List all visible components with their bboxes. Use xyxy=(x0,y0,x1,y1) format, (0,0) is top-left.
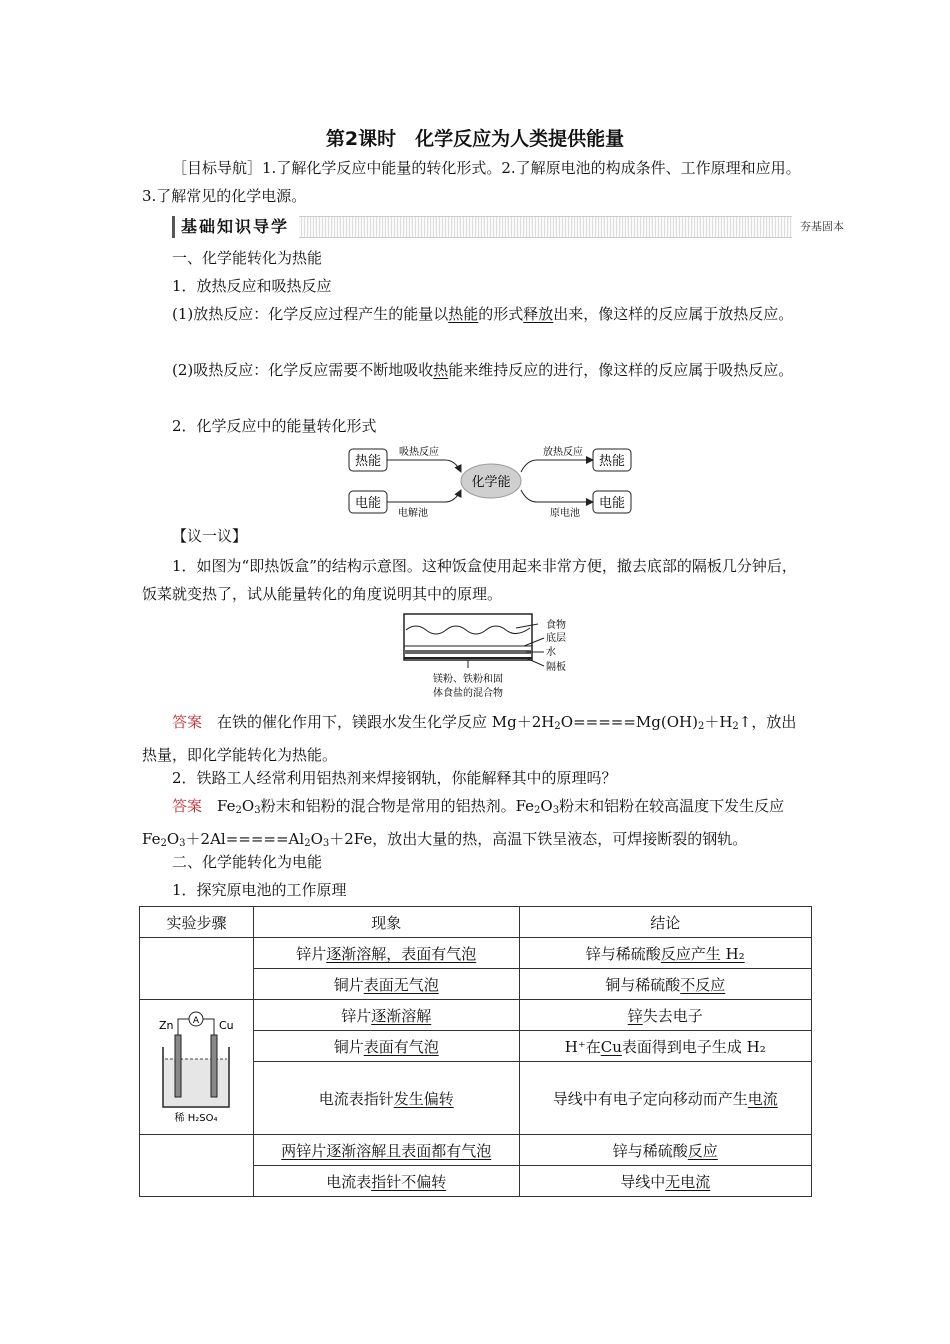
text-run: 电流表指针 xyxy=(318,1089,394,1108)
conclusion-cell xyxy=(519,969,812,1000)
blank-answer: Cu xyxy=(600,1037,622,1056)
label-endothermic: 吸热反应 xyxy=(399,447,439,458)
phenomenon-cell xyxy=(253,1062,519,1135)
conclusion-cell xyxy=(519,1000,812,1031)
page-title: 第2课时 化学反应为人类提供能量 xyxy=(325,128,625,150)
blank-answer: 逐渐溶解，表面有气泡 xyxy=(326,944,477,963)
lunchbox-diagram xyxy=(396,608,576,704)
table-row xyxy=(140,1000,812,1031)
text-run: 能来维持反应的进行，像这样的反应属于吸热反应。 xyxy=(448,361,794,379)
galvanic-cell-diagram xyxy=(151,1007,241,1127)
discuss-heading: 【议一议】 xyxy=(172,527,248,545)
answer-label: 答案 xyxy=(172,713,203,731)
arrow-rb xyxy=(521,490,593,502)
conclusion-cell xyxy=(519,938,812,969)
water-layer xyxy=(404,650,532,654)
answer-1 xyxy=(142,708,806,769)
text-run: 出来，像这样的反应属于放热反应。 xyxy=(553,305,794,323)
text-run: 导线中 xyxy=(620,1172,666,1191)
goals-text: 1.了解化学反应中能量的转化形式。2.了解原电池的构成条件、工作原理和应用。3.了解常见的化学电源。 xyxy=(142,159,801,205)
blank-answer: 释放 xyxy=(523,305,554,323)
table-header-row xyxy=(140,907,812,938)
step-cell-1 xyxy=(140,938,254,1000)
subscript: 2 xyxy=(554,721,561,732)
text-run: 的形式 xyxy=(478,305,524,323)
phenomenon-cell xyxy=(253,1000,519,1031)
label-mix-1: 镁粉、铁粉和固 xyxy=(433,674,503,685)
label-exothermic: 放热反应 xyxy=(543,447,583,458)
phenomenon-cell xyxy=(253,969,519,1000)
arrow-rt xyxy=(521,460,593,472)
text-run: 锌与稀硫酸 xyxy=(612,1141,688,1160)
label-electrolysis: 电解池 xyxy=(398,508,428,519)
text-run: 锌片 xyxy=(296,944,327,963)
header-conclusion: 结论 xyxy=(519,907,812,938)
text-run: ＋2Fe，放出大量的热，高温下铁呈液态，可焊接断裂的钢轨。 xyxy=(329,830,748,848)
zinc-electrode xyxy=(175,1035,181,1097)
blank-answer: 热能 xyxy=(448,305,479,323)
right-top-label: 热能 xyxy=(598,454,626,469)
label-bottom: 底层 xyxy=(546,633,566,644)
left-bottom-label: 电能 xyxy=(354,496,382,511)
energy-conversion-diagram xyxy=(345,442,645,522)
subscript: 2 xyxy=(697,721,705,732)
header-steps: 实验步骤 xyxy=(140,907,254,938)
blank-answer: 锌 xyxy=(627,1006,643,1025)
text-run: 表面得到电子生成 H₂ xyxy=(621,1037,766,1056)
phenomenon-cell xyxy=(253,1166,519,1197)
text-run: Fe xyxy=(217,797,236,815)
phenomenon-cell xyxy=(253,938,519,969)
question-1: 1．如图为“即热饭盒”的结构示意图。这种饭盒使用起来非常方便，撤去底部的隔板几分钟后，饭菜就变热了，试从能量转化的角度说明其中的原理。 xyxy=(142,557,797,603)
text-run: ＋2Al=====Al xyxy=(185,830,305,848)
section-banner xyxy=(172,216,848,238)
label-ammeter: A xyxy=(193,1016,200,1026)
exothermic-paragraph xyxy=(142,300,806,328)
blank-answer: 指针不偏转 xyxy=(371,1172,447,1191)
text-run: 电流表 xyxy=(326,1172,372,1191)
label-mix-2: 体食盐的混合物 xyxy=(433,688,503,699)
label-food: 食物 xyxy=(546,620,566,631)
endothermic-paragraph xyxy=(142,356,806,384)
subscript: 3 xyxy=(254,805,261,816)
table-row xyxy=(140,1135,812,1166)
text-run: O xyxy=(310,830,323,848)
text-run: 失去电子 xyxy=(642,1006,703,1025)
acid-solution xyxy=(164,1059,228,1106)
text-run: O xyxy=(540,797,553,815)
blank-answer: 无电流 xyxy=(665,1172,711,1191)
conclusion-cell xyxy=(519,1031,812,1062)
experiment-table xyxy=(139,906,812,1197)
subscript: 2 xyxy=(732,721,739,732)
subscript: 2 xyxy=(304,838,311,849)
blank-answer: 表面有气泡 xyxy=(363,1037,439,1056)
blank-answer: 逐渐溶解 xyxy=(371,1006,432,1025)
step-cell-2 xyxy=(140,1000,254,1135)
answer-label: 答案 xyxy=(172,797,203,815)
sec1-sub2: 2．化学反应中的能量转化形式 xyxy=(172,417,377,435)
learning-goals xyxy=(142,154,806,210)
step-cell-3 xyxy=(140,1135,254,1197)
text-run: 粉末和铝粉在较高温度下发生反应 Fe xyxy=(142,797,785,848)
blank-answer: 发生偏转 xyxy=(393,1089,454,1108)
label-cu: Cu xyxy=(219,1019,235,1032)
label-acid: 稀 H₂SO₄ xyxy=(175,1113,218,1124)
text-run: (1)放热反应：化学反应过程产生的能量以 xyxy=(172,305,449,323)
conclusion-cell xyxy=(519,1135,812,1166)
sec1-sub1: 1．放热反应和吸热反应 xyxy=(172,277,332,295)
text-run: 锌与稀硫酸 xyxy=(585,944,661,963)
text-run: ＋H xyxy=(704,713,733,731)
text-run: 铜片 xyxy=(333,1037,364,1056)
phenomenon-cell xyxy=(253,1135,519,1166)
sec1-heading: 一、化学能转化为热能 xyxy=(172,249,323,267)
subscript: 2 xyxy=(160,838,167,849)
goals-label: ［目标导航］ xyxy=(172,159,263,177)
text-run: 导线中有电子定向移动而产生 xyxy=(552,1089,748,1108)
label-zn: Zn xyxy=(159,1019,174,1032)
text-run: H⁺在 xyxy=(564,1037,601,1056)
right-bottom-label: 电能 xyxy=(598,496,626,511)
conclusion-cell xyxy=(519,1166,812,1197)
subscript: 2 xyxy=(235,805,242,816)
text-run: O xyxy=(166,830,180,848)
arrow-lb xyxy=(387,490,461,502)
text-run: 在铁的催化作用下，镁跟水发生化学反应 Mg＋2H xyxy=(217,713,555,731)
arrow-lt xyxy=(387,460,461,472)
banner-label: 基础知识导学 xyxy=(172,216,299,238)
phenomenon-cell xyxy=(253,1031,519,1062)
copper-electrode xyxy=(211,1035,217,1097)
left-top-label: 热能 xyxy=(354,454,382,469)
label-galvanic: 原电池 xyxy=(550,508,580,519)
text-run: O xyxy=(241,797,255,815)
subscript: 3 xyxy=(179,838,186,849)
header-phenomenon: 现象 xyxy=(253,907,519,938)
banner-right-label: 夯基固本 xyxy=(792,216,848,238)
text-run: 锌片 xyxy=(341,1006,372,1025)
blank-answer: 表面无气泡 xyxy=(363,975,439,994)
blank-answer: 电流 xyxy=(747,1089,778,1108)
blank-answer: 两锌片逐渐溶解且表面都有气泡 xyxy=(281,1141,492,1160)
text-run: (2)吸热反应：化学反应需要不断地吸收 xyxy=(172,361,434,379)
text-run: ↑，放出热量，即化学能转化为热能。 xyxy=(142,713,797,764)
sec2-sub1: 1．探究原电池的工作原理 xyxy=(172,881,347,899)
plate-pointer xyxy=(526,658,544,666)
blank-answer: 反应产生 H₂ xyxy=(660,944,745,963)
blank-answer: 热 xyxy=(433,361,449,379)
center-label: 化学能 xyxy=(471,475,511,490)
question-2: 2．铁路工人经常利用铝热剂来焊接钢轨，你能解释其中的原理吗？ xyxy=(172,769,617,787)
sec2-heading: 二、化学能转化为电能 xyxy=(172,853,323,871)
subscript: 3 xyxy=(322,838,330,849)
text-run: 粉末和铝粉的混合物是常用的铝热剂。Fe xyxy=(260,797,535,815)
blank-answer: 不反应 xyxy=(680,975,726,994)
label-plate: 隔板 xyxy=(546,662,566,673)
subscript: 3 xyxy=(552,805,560,816)
text-run: 铜与稀硫酸 xyxy=(605,975,681,994)
text-run: O=====Mg(OH) xyxy=(560,713,698,731)
subscript: 2 xyxy=(534,805,541,816)
text-run: 铜片 xyxy=(333,975,364,994)
table-row xyxy=(140,938,812,969)
conclusion-cell xyxy=(519,1062,812,1135)
label-water: 水 xyxy=(546,647,556,658)
blank-answer: 反应 xyxy=(687,1141,718,1160)
